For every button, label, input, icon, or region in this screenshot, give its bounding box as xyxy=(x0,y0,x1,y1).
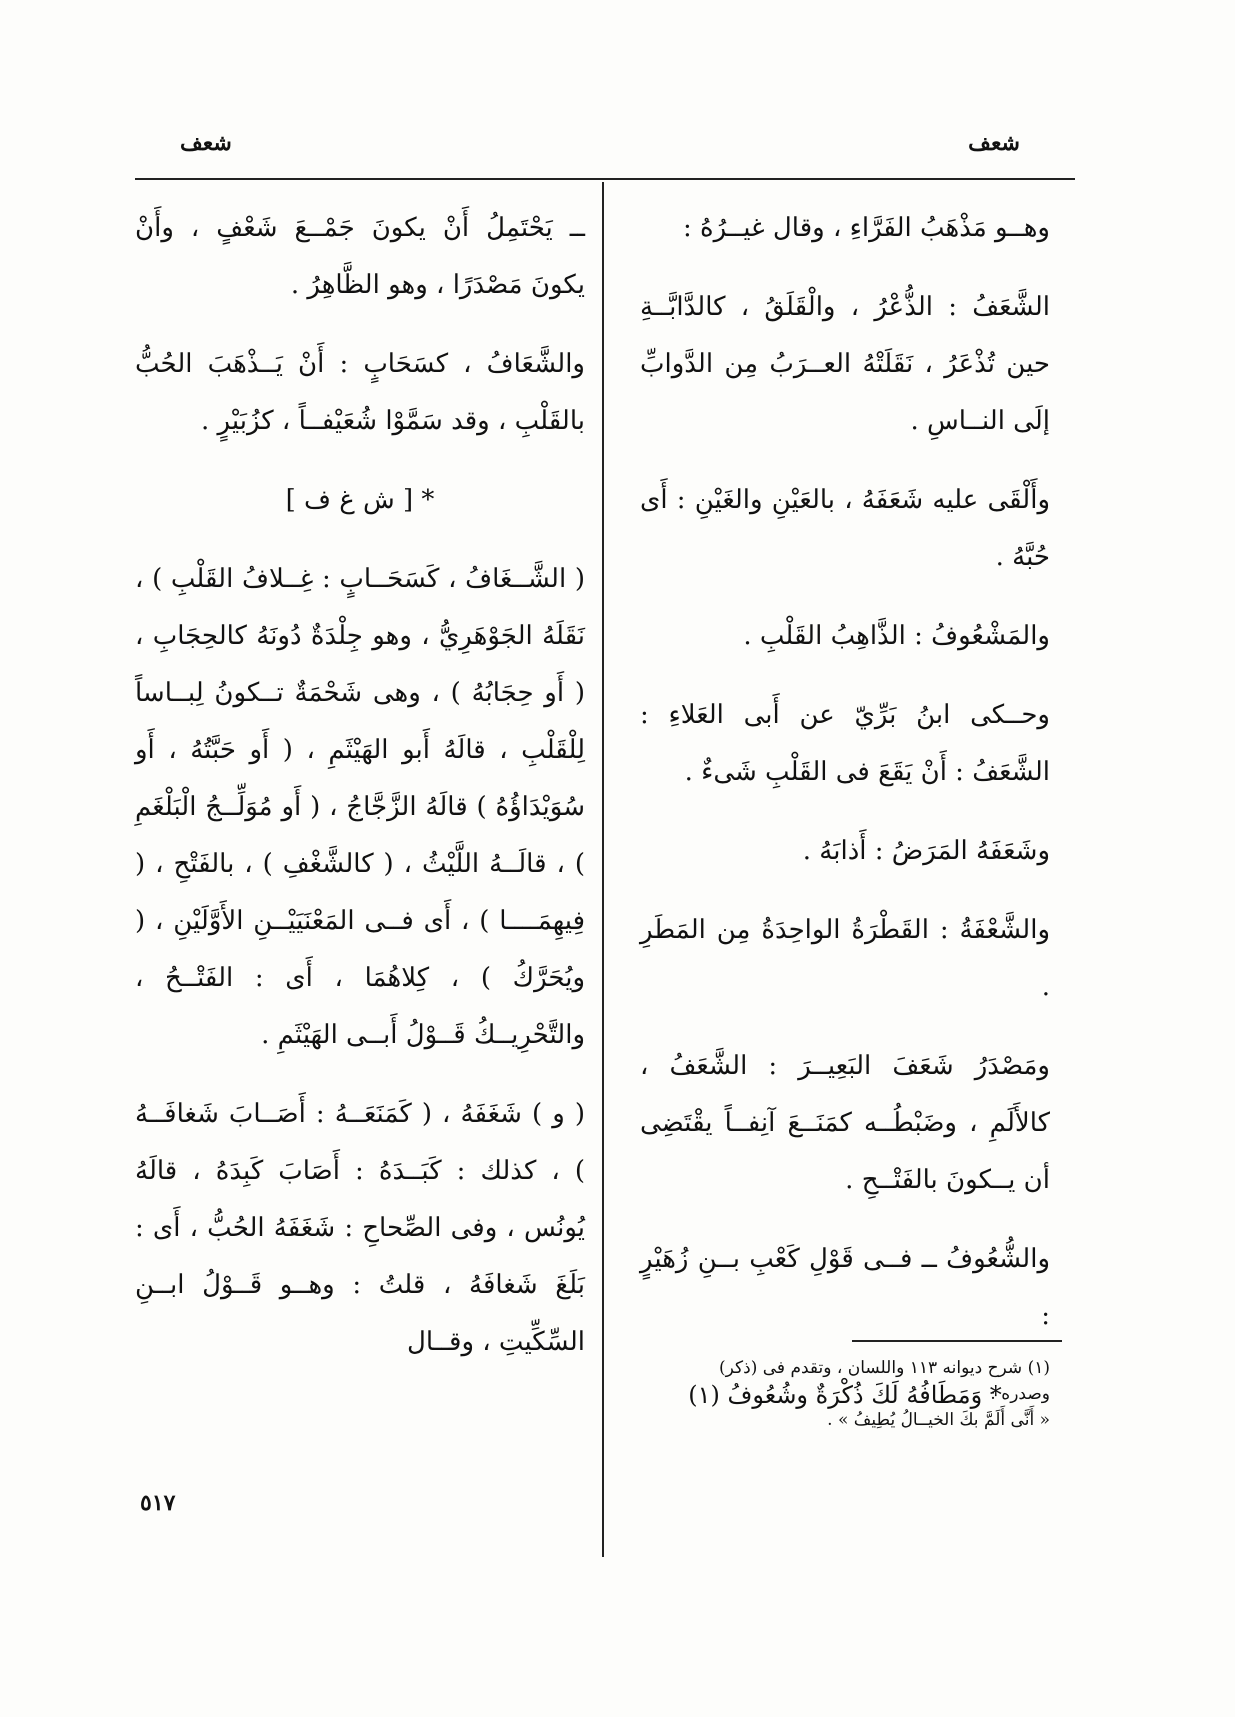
entry-paragraph: والمَشْعُوفُ : الذَّاهِبُ القَلْبِ . xyxy=(743,621,1050,651)
column-divider xyxy=(602,182,604,1557)
footnote-line: وصدره : xyxy=(990,1384,1050,1404)
entry-paragraph: ( الشَّــغَافُ ، كَسَحَــابٍ : غِــلافُ القَلْبِ ) ، نَقَلَهُ الجَوْهَرِيُّ ، وهو جِلْدَةٌ دُونَهُ كالحِجَابِ ، ( أَو حِجَابُهُ ) ، وهى شَحْمَةٌ تــكونُ لِبــاساً لِلْقَلْبِ ، قالَهُ أَبو الهَيْثَمِ ، ( أَو حَبَّتُهُ ، أَو سُوَيْدَاؤُهُ ) قالَهُ الزَّجَّاجُ ، ( أَو مُوَلِّــجُ الْبَلْغَمِ ) ، قالَــهُ اللَّيْثُ ، ( كالشَّغْفِ ) ، بالفَتْحِ ، ( فِيهِمَــــا ) ، أَى فــى المَعْنَيَيْــنِ الأَوَّلَيْنِ ، ( ويُحَرَّكُ ) ، كِلاهُمَا ، أَى : الفَتْــحُ ، والتَّحْرِيــكُ قَــوْلُ أَبــى الهَيْثَمِ . xyxy=(135,564,585,1050)
running-header-left: شعف xyxy=(180,130,232,156)
header-rule xyxy=(135,178,1075,180)
entry-paragraph: والشَّعَافُ ، كسَحَابٍ : أَنْ يَــذْهَبَ الحُبُّ بالقَلْبِ ، وقد سَمَّوْا شُعَيْفــاً ، كزُبَيْرٍ . xyxy=(135,349,585,436)
entry-paragraph: والشُّعُوفُ ــ فــى قَوْلِ كَعْبِ بــنِ زُهَيْرٍ : xyxy=(640,1244,1050,1331)
left-column xyxy=(135,200,585,1393)
footnote-line: « أَنَّى أَلَمَّ بكَ الخيــالُ يُطِيفُ » . xyxy=(827,1410,1050,1430)
footnote-line: (١) شرح ديوانه ١١٣ واللسان ، وتقدم فى (ذكر) xyxy=(719,1358,1050,1378)
entry-paragraph: وشَعَفَهُ المَرَضُ : أَذابَهُ . xyxy=(802,836,1050,866)
entry-paragraph: وهــو مَذْهَبُ الفَرَّاءِ ، وقال غيــرُهُ : xyxy=(682,213,1050,243)
entry-paragraph: والشَّعْفَةُ : القَطْرَةُ الواحِدَةُ مِن المَطَرِ . xyxy=(640,915,1050,1002)
verse-line: * وَمَطَافُهُ لَكَ ذُكْرَةٌ وشُعُوفُ (١) xyxy=(688,1381,1002,1409)
entry-paragraph: الشَّعَفُ : الذُّعْرُ ، والْقَلَقُ ، كالدَّابَّــةِ حين تُذْعَرُ ، نَقَلَتْهُ العــرَبُ مِن الدَّوابِّ إلَى النــاسِ . xyxy=(640,292,1050,436)
entry-paragraph: ــ يَحْتَمِلُ أَنْ يكونَ جَمْــعَ شَعْفٍ ، وأَنْ يكونَ مَصْدَرًا ، وهو الظَّاهِرُ . xyxy=(135,213,585,300)
right-column xyxy=(640,200,1050,1446)
entry-paragraph: ( و ) شَغَفَهُ ، ( كَمَنَعَــهُ : أَصَــابَ شَغافَــهُ ) ، كذلك : كَبَــدَهُ : أَصَابَ كَبِدَهُ ، قالَهُ يُونُس ، وفى الصِّحاحِ : شَغَفَهُ الحُبُّ ، أَى : بَلَغَ شَغافَهُ ، قلتُ : وهــو قَــوْلُ ابــنِ السِّكِّيتِ ، وقــال xyxy=(135,1099,585,1357)
entry-paragraph: وحــكى ابنُ بَرِّيّ عن أَبى العَلاءِ : الشَّعَفُ : أَنْ يَقَعَ فى القَلْبِ شَىءٌ . xyxy=(640,700,1050,787)
footnotes xyxy=(630,1355,1050,1433)
running-header-right: شعف xyxy=(968,130,1020,156)
page-number: ٥١٧ xyxy=(140,1490,176,1516)
root-heading: * [ ش غ ف ] xyxy=(285,485,435,515)
footnote-rule xyxy=(852,1340,1062,1342)
entry-paragraph: ومَصْدَرُ شَعَفَ البَعِيــرَ : الشَّعَفُ ، كالأَلَمِ ، وضَبْطُــه كمَنَــعَ آنِفــاً يقْتَضِى أن يــكونَ بالفَتْــحِ . xyxy=(640,1051,1050,1195)
entry-paragraph: وأَلْقَى عليه شَعَفَهُ ، بالعَيْنِ والغَيْنِ : أَى حُبَّهُ . xyxy=(640,485,1050,572)
